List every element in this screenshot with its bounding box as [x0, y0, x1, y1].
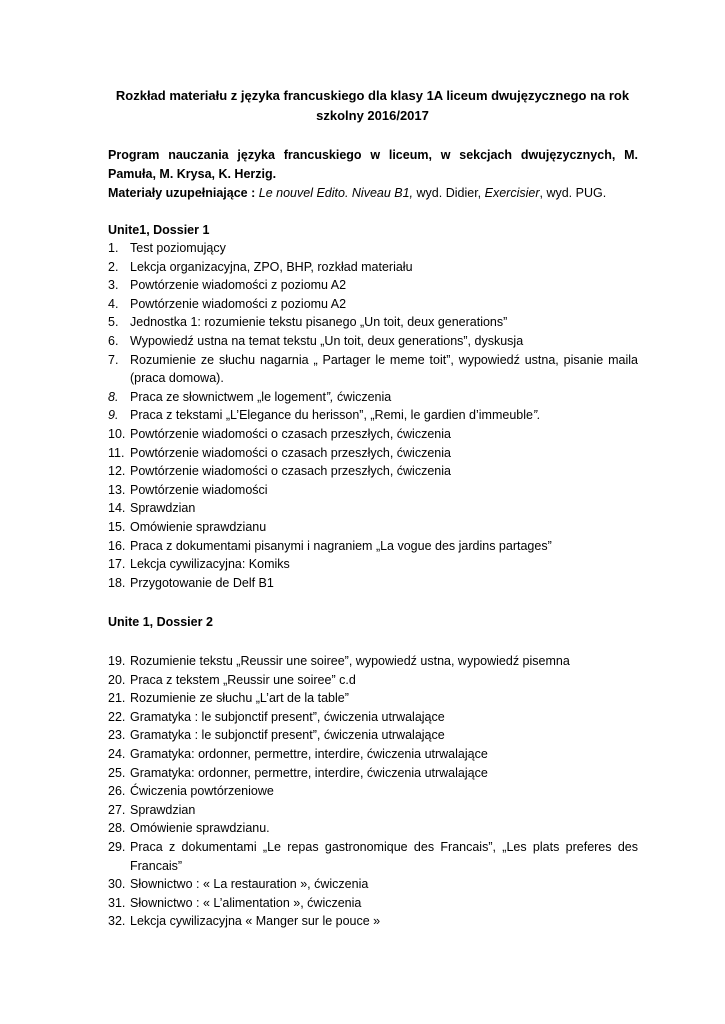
list-item: 26. Ćwiczenia powtórzeniowe: [108, 784, 274, 799]
list-item: 30. Słownictwo : « La restauration », ćwiczenia: [108, 877, 369, 892]
list-item: 3. Powtórzenie wiadomości z poziomu A2: [108, 278, 347, 293]
list-item: 25. Gramatyka: ordonner, permettre, interdire, ćwiczenia utrwalające: [108, 765, 488, 780]
supplementary-materials: [108, 184, 638, 203]
list-item: 16. Praca z dokumentami pisanymi i nagraniem „La vogue des jardins partages”: [108, 538, 552, 553]
section-1-list: [108, 239, 638, 592]
list-item: 13. Powtórzenie wiadomości: [108, 482, 268, 497]
section-1-heading: Unite1, Dossier 1: [108, 223, 210, 237]
materials-publisher-1: wyd. Didier,: [416, 186, 482, 200]
document-title: [100, 86, 645, 126]
list-item: 31. Słownictwo : « L’alimentation », ćwiczenia: [108, 895, 362, 910]
section-2-heading: Unite 1, Dossier 2: [108, 615, 213, 629]
list-item: 21. Rozumienie ze słuchu „L’art de la table”: [108, 691, 349, 706]
list-item: 4. Powtórzenie wiadomości z poziomu A2: [108, 296, 347, 311]
materials-workbook: Exercisier: [484, 186, 540, 200]
list-item: 32. Lekcja cywilizacyjna « Manger sur le pouce »: [108, 914, 381, 929]
list-item: 28. Omówienie sprawdzianu.: [108, 821, 270, 836]
list-item: 7. Rozumienie ze słuchu nagarnia „ Partager le meme toit”, wypowiedź ustna, pisanie maila (praca domowa).: [108, 352, 638, 386]
list-item: 29. Praca z dokumentami „Le repas gastronomique des Francais”, „Les plats preferes des Francais”: [108, 839, 638, 873]
list-item: 20. Praca z tekstem „Reussir une soiree” c.d: [108, 672, 356, 687]
materials-book: Le nouvel Edito. Niveau B1,: [258, 186, 414, 200]
list-item: 14. Sprawdzian: [108, 501, 196, 516]
list-item: 22. Gramatyka : le subjonctif present”, ćwiczenia utrwalające: [108, 709, 445, 724]
list-item: 11. Powtórzenie wiadomości o czasach przeszłych, ćwiczenia: [108, 445, 451, 460]
list-item: 5. Jednostka 1: rozumienie tekstu pisanego „Un toit, deux generations”: [108, 315, 508, 330]
list-item: 23. Gramatyka : le subjonctif present”, ćwiczenia utrwalające: [108, 728, 445, 743]
list-item: 27. Sprawdzian: [108, 802, 196, 817]
title-line-1: Rozkład materiału z języka francuskiego dla klasy 1A liceum dwujęzycznego na rok: [115, 88, 630, 103]
list-item: 10. Powtórzenie wiadomości o czasach przeszłych, ćwiczenia: [108, 426, 451, 441]
list-item: 18. Przygotowanie de Delf B1: [108, 575, 274, 590]
list-item: 6. Wypowiedź ustna na temat tekstu „Un toit, deux generations”, dyskusja: [108, 333, 524, 348]
section-2-list: [108, 652, 638, 931]
program-info: [108, 146, 638, 184]
list-item: 2. Lekcja organizacyjna, ZPO, BHP, rozkład materiału: [108, 259, 413, 274]
list-item: 8. Praca ze słownictwem „le logement”, ćwiczenia: [108, 389, 392, 404]
list-item: 19. Rozumienie tekstu „Reussir une soiree”, wypowiedź ustna, wypowiedź pisemna: [108, 654, 570, 668]
list-item: 24. Gramatyka: ordonner, permettre, interdire, ćwiczenia utrwalające: [108, 746, 488, 761]
list-item: 12. Powtórzenie wiadomości o czasach przeszłych, ćwiczenia: [108, 464, 451, 479]
title-line-2: szkolny 2016/2017: [316, 108, 429, 123]
list-item: 15. Omówienie sprawdzianu: [108, 519, 267, 534]
list-item: 17. Lekcja cywilizacyjna: Komiks: [108, 557, 290, 572]
program-text: Program nauczania języka francuskiego w liceum, w sekcjach dwujęzycznych, M. Pamuła, M. Krysa, K. Herzig.: [108, 148, 638, 181]
materials-label: Materiały uzupełniające :: [108, 186, 256, 200]
list-item: 9. Praca z tekstami „L’Elegance du herisson”, „Remi, le gardien d’immeuble”.: [108, 408, 541, 423]
materials-publisher-2: , wyd. PUG.: [539, 186, 607, 200]
list-item: 1. Test poziomujący: [108, 241, 226, 255]
